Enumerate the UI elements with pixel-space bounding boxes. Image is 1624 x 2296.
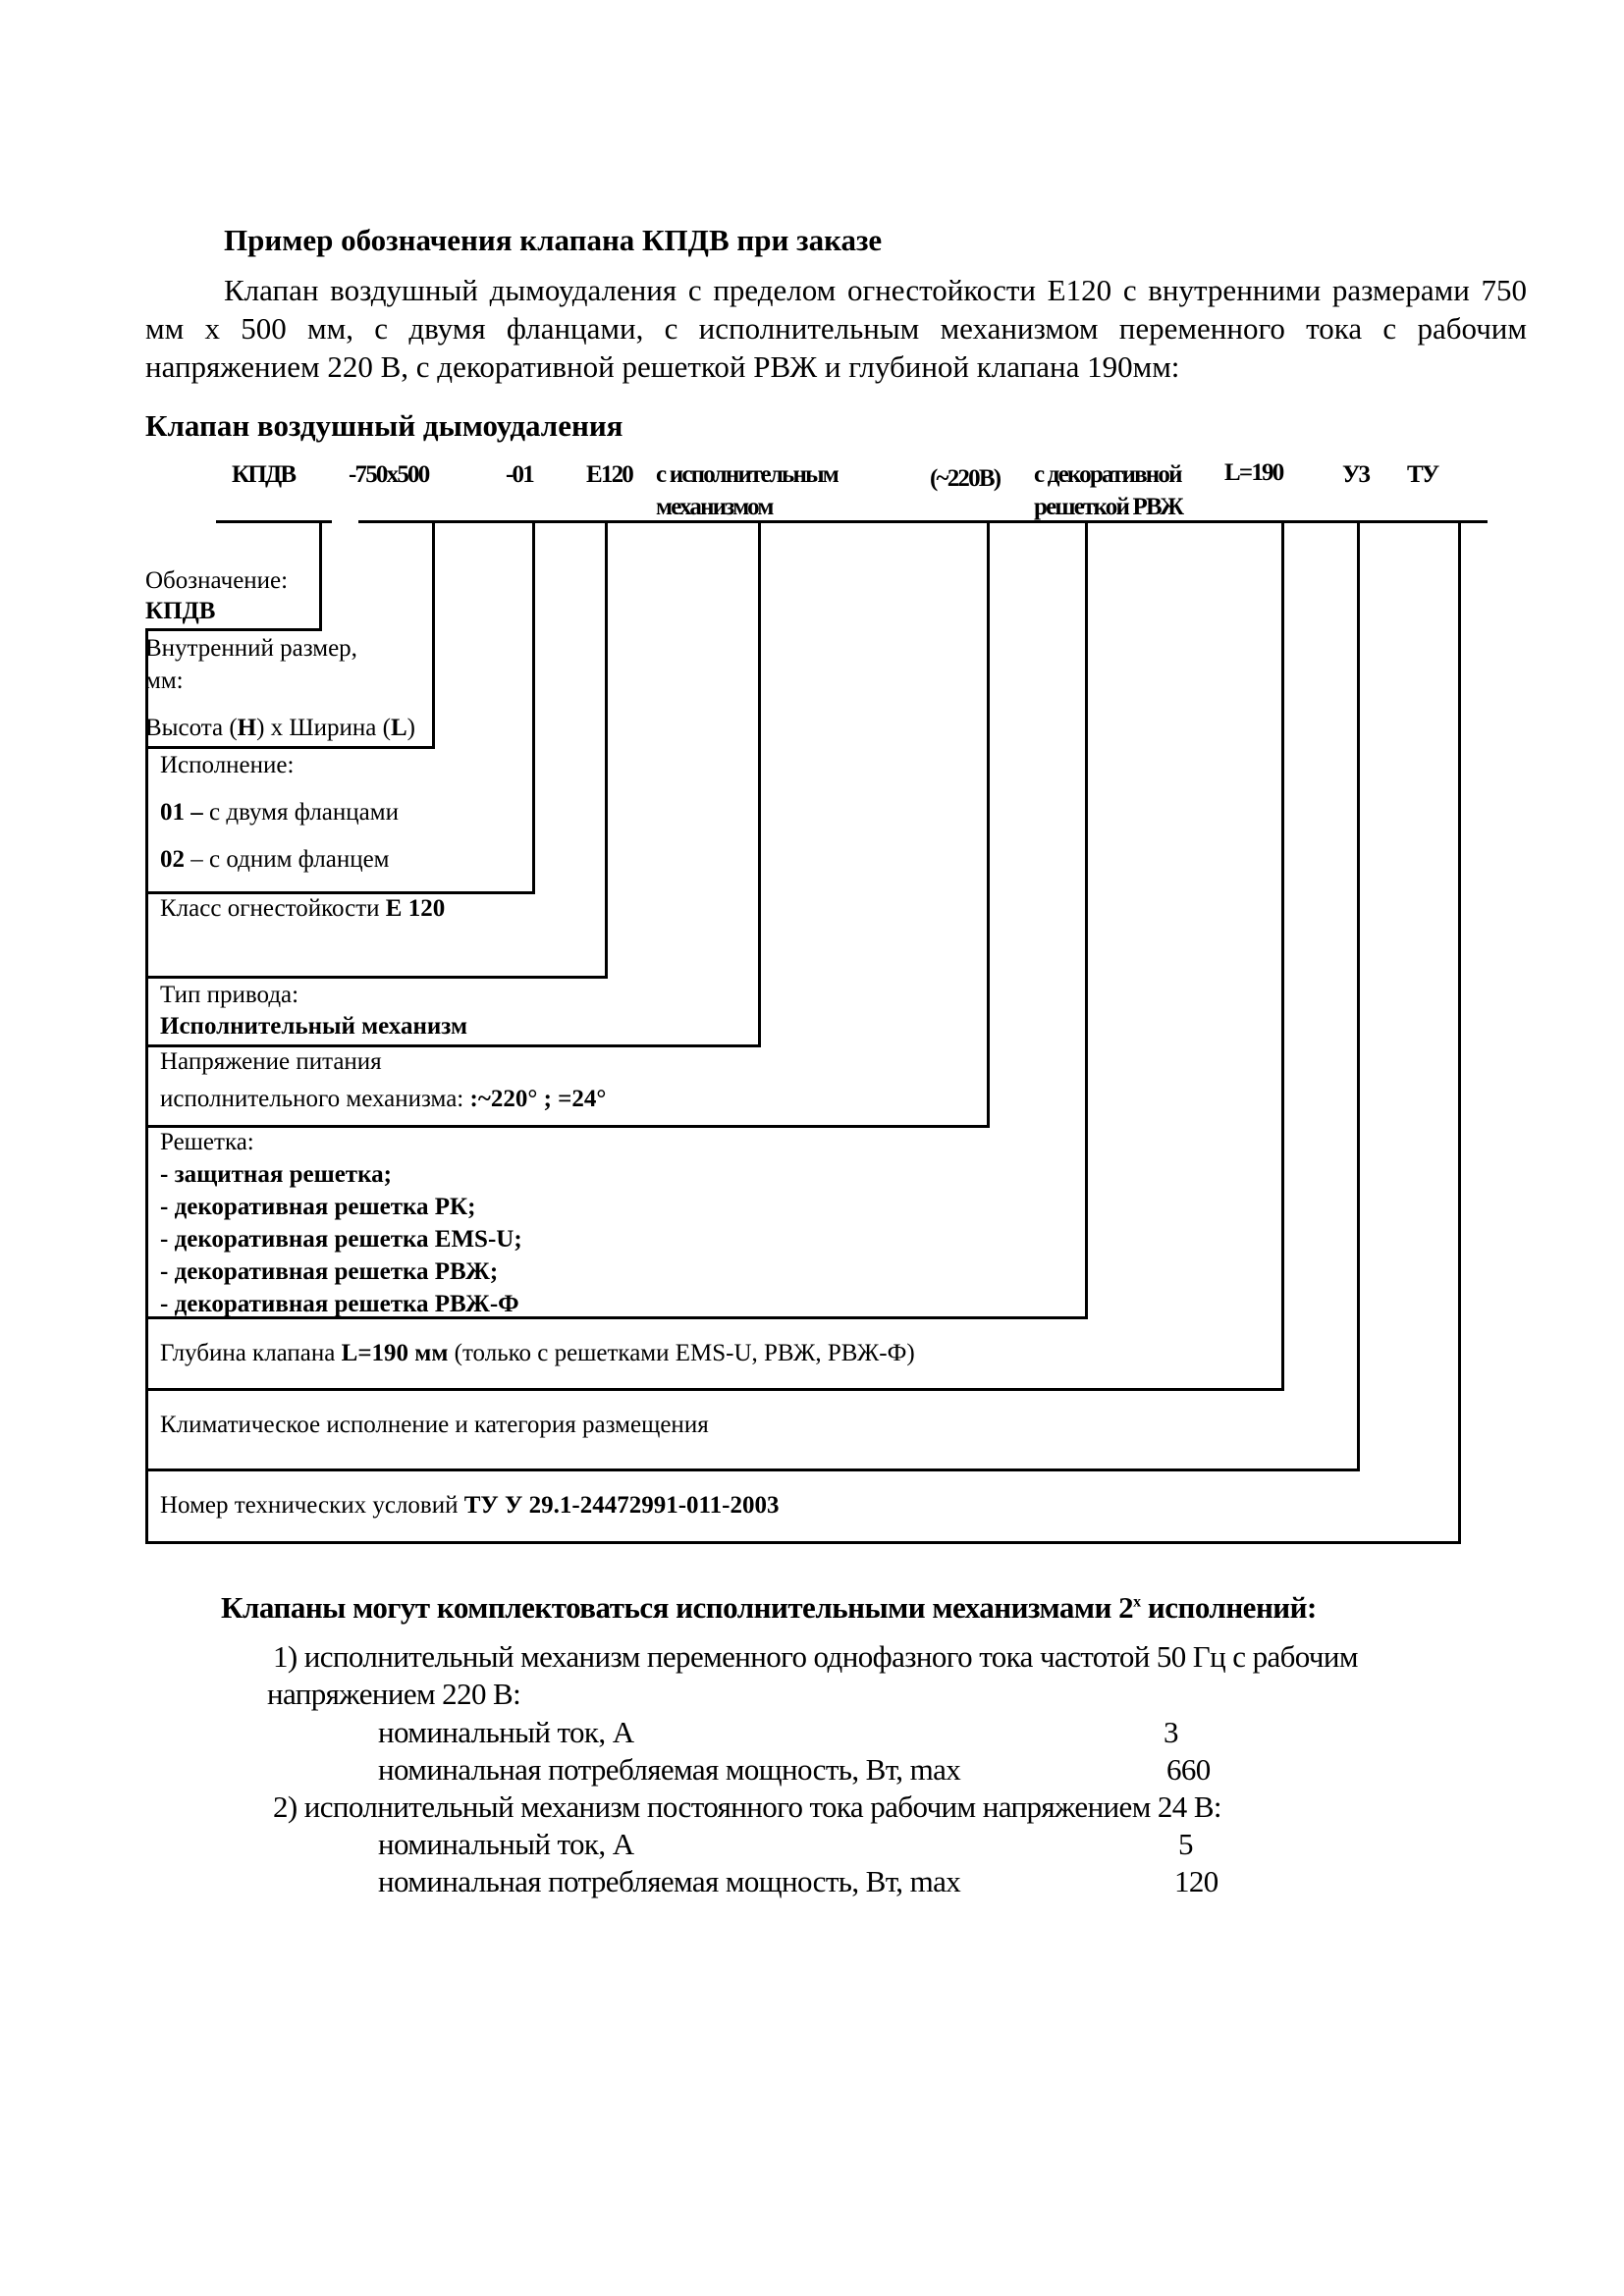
- leader-version-h: [145, 891, 535, 894]
- actuator-1-row-value: 3: [1164, 1715, 1178, 1749]
- actuator-1-line2: напряжением 220 В:: [267, 1677, 521, 1711]
- leader-size-v: [432, 520, 435, 748]
- label-size-line3: Высота (Н) х Ширина (L): [145, 715, 415, 741]
- actuator-1-row-label: номинальная потребляемая мощность, Вт, max: [378, 1752, 961, 1787]
- label-grille-title: Решетка:: [160, 1129, 254, 1155]
- label-depth: Глубина клапана L=190 мм (только с решетками EMS-U, РВЖ, РВЖ-Ф): [160, 1340, 915, 1366]
- code-grille-line1: с декоративной: [1034, 461, 1181, 488]
- leader-size-h: [145, 746, 435, 749]
- actuator-2-line1: 2) исполнительный механизм постоянного тока рабочим напряжением 24 В:: [273, 1789, 1221, 1824]
- grille-item: - декоративная решетка РК;: [160, 1194, 476, 1220]
- grille-item: - декоративная решетка РВЖ;: [160, 1258, 499, 1285]
- leader-drive-v: [758, 520, 761, 1046]
- code-size: -750x500: [349, 461, 429, 488]
- label-fire-class: Класс огнестойкости Е 120: [160, 895, 446, 922]
- label-version-01: 01 – с двумя фланцами: [160, 799, 399, 826]
- grille-item: - декоративная решетка EMS-U;: [160, 1226, 522, 1253]
- section-title: Клапан воздушный дымоудаления: [145, 408, 623, 443]
- leader-climate-h: [145, 1468, 1360, 1471]
- code-version: -01: [506, 461, 533, 488]
- leader-version-v: [532, 520, 535, 893]
- code-drive-line2: механизмом: [656, 494, 773, 520]
- leader-fire-h: [145, 976, 608, 979]
- label-voltage-line1: Напряжение питания: [160, 1048, 382, 1075]
- label-voltage-line2: исполнительного механизма: :~220° ; =24°: [160, 1086, 607, 1112]
- label-size-line2: мм:: [145, 667, 184, 694]
- leader-tu-v: [1458, 520, 1461, 1543]
- code-voltage: (~220В): [930, 465, 1001, 492]
- label-tu: Номер технических условий ТУ У 29.1-24472991-011-2003: [160, 1492, 780, 1519]
- leader-voltage-h: [145, 1125, 990, 1128]
- actuator-1-line1: 1) исполнительный механизм переменного однофазного тока частотой 50 Гц с рабочим: [273, 1639, 1358, 1674]
- leader-voltage-v: [987, 520, 990, 1127]
- leader-climate-v: [1357, 520, 1360, 1470]
- actuators-title: Клапаны могут комплектоваться исполнительными механизмами $2^х$ исполнений:: [221, 1590, 1317, 1625]
- actuator-2-row-label: номинальный ток, А: [378, 1827, 634, 1861]
- leader-depth-h: [145, 1388, 1284, 1391]
- leader-kpdv-h: [145, 628, 322, 631]
- code-grille-line2: решеткой РВЖ: [1034, 494, 1183, 520]
- label-version-title: Исполнение:: [160, 752, 295, 778]
- label-designation: Обозначение:: [145, 567, 289, 594]
- actuator-2-row-value: 5: [1178, 1827, 1193, 1861]
- page-title: Пример обозначения клапана КПДВ при заказе: [224, 223, 883, 257]
- label-size-line1: Внутренний размер,: [145, 635, 357, 662]
- code-underline-2: [358, 520, 1488, 523]
- leader-grille-v: [1085, 520, 1088, 1318]
- label-drive-value: Исполнительный механизм: [160, 1013, 467, 1040]
- code-underline-1: [216, 520, 332, 523]
- grille-item: - защитная решетка;: [160, 1161, 392, 1188]
- label-climate: Климатическое исполнение и категория размещения: [160, 1412, 709, 1438]
- leader-depth-v: [1281, 520, 1284, 1390]
- leader-fire-v: [605, 520, 608, 978]
- actuator-1-row-value: 660: [1166, 1752, 1211, 1787]
- label-version-02: 02 – с одним фланцем: [160, 846, 390, 873]
- actuator-2-row-label: номинальная потребляемая мощность, Вт, max: [378, 1864, 961, 1898]
- leader-tu-h: [145, 1541, 1461, 1544]
- code-fire-class: Е120: [586, 461, 632, 488]
- intro-paragraph: Клапан воздушный дымоудаления с пределом огнестойкости Е120 с внутренними размерами 750 мм х 500 мм, с двумя фланцами, с исполнительным механизмом переменного тока с рабочим напряжением 220 В, с декоративной решеткой РВЖ и глубиной клапана 190мм:: [145, 273, 1527, 384]
- code-kpdv: КПДВ: [232, 461, 296, 488]
- actuator-1-row-label: номинальный ток, А: [378, 1715, 634, 1749]
- labels-left-border: [145, 628, 148, 1543]
- code-climate: У3: [1342, 461, 1370, 488]
- actuator-2-row-value: 120: [1174, 1864, 1218, 1898]
- code-tu: ТУ: [1407, 461, 1438, 488]
- leader-kpdv-v: [319, 520, 322, 630]
- label-drive-title: Тип привода:: [160, 982, 299, 1008]
- label-designation-value: КПДВ: [145, 598, 216, 624]
- code-depth: L=190: [1224, 459, 1283, 486]
- code-drive-line1: с исполнительным: [656, 461, 839, 488]
- grille-item: - декоративная решетка РВЖ-Ф: [160, 1291, 519, 1317]
- leader-drive-h: [145, 1044, 761, 1047]
